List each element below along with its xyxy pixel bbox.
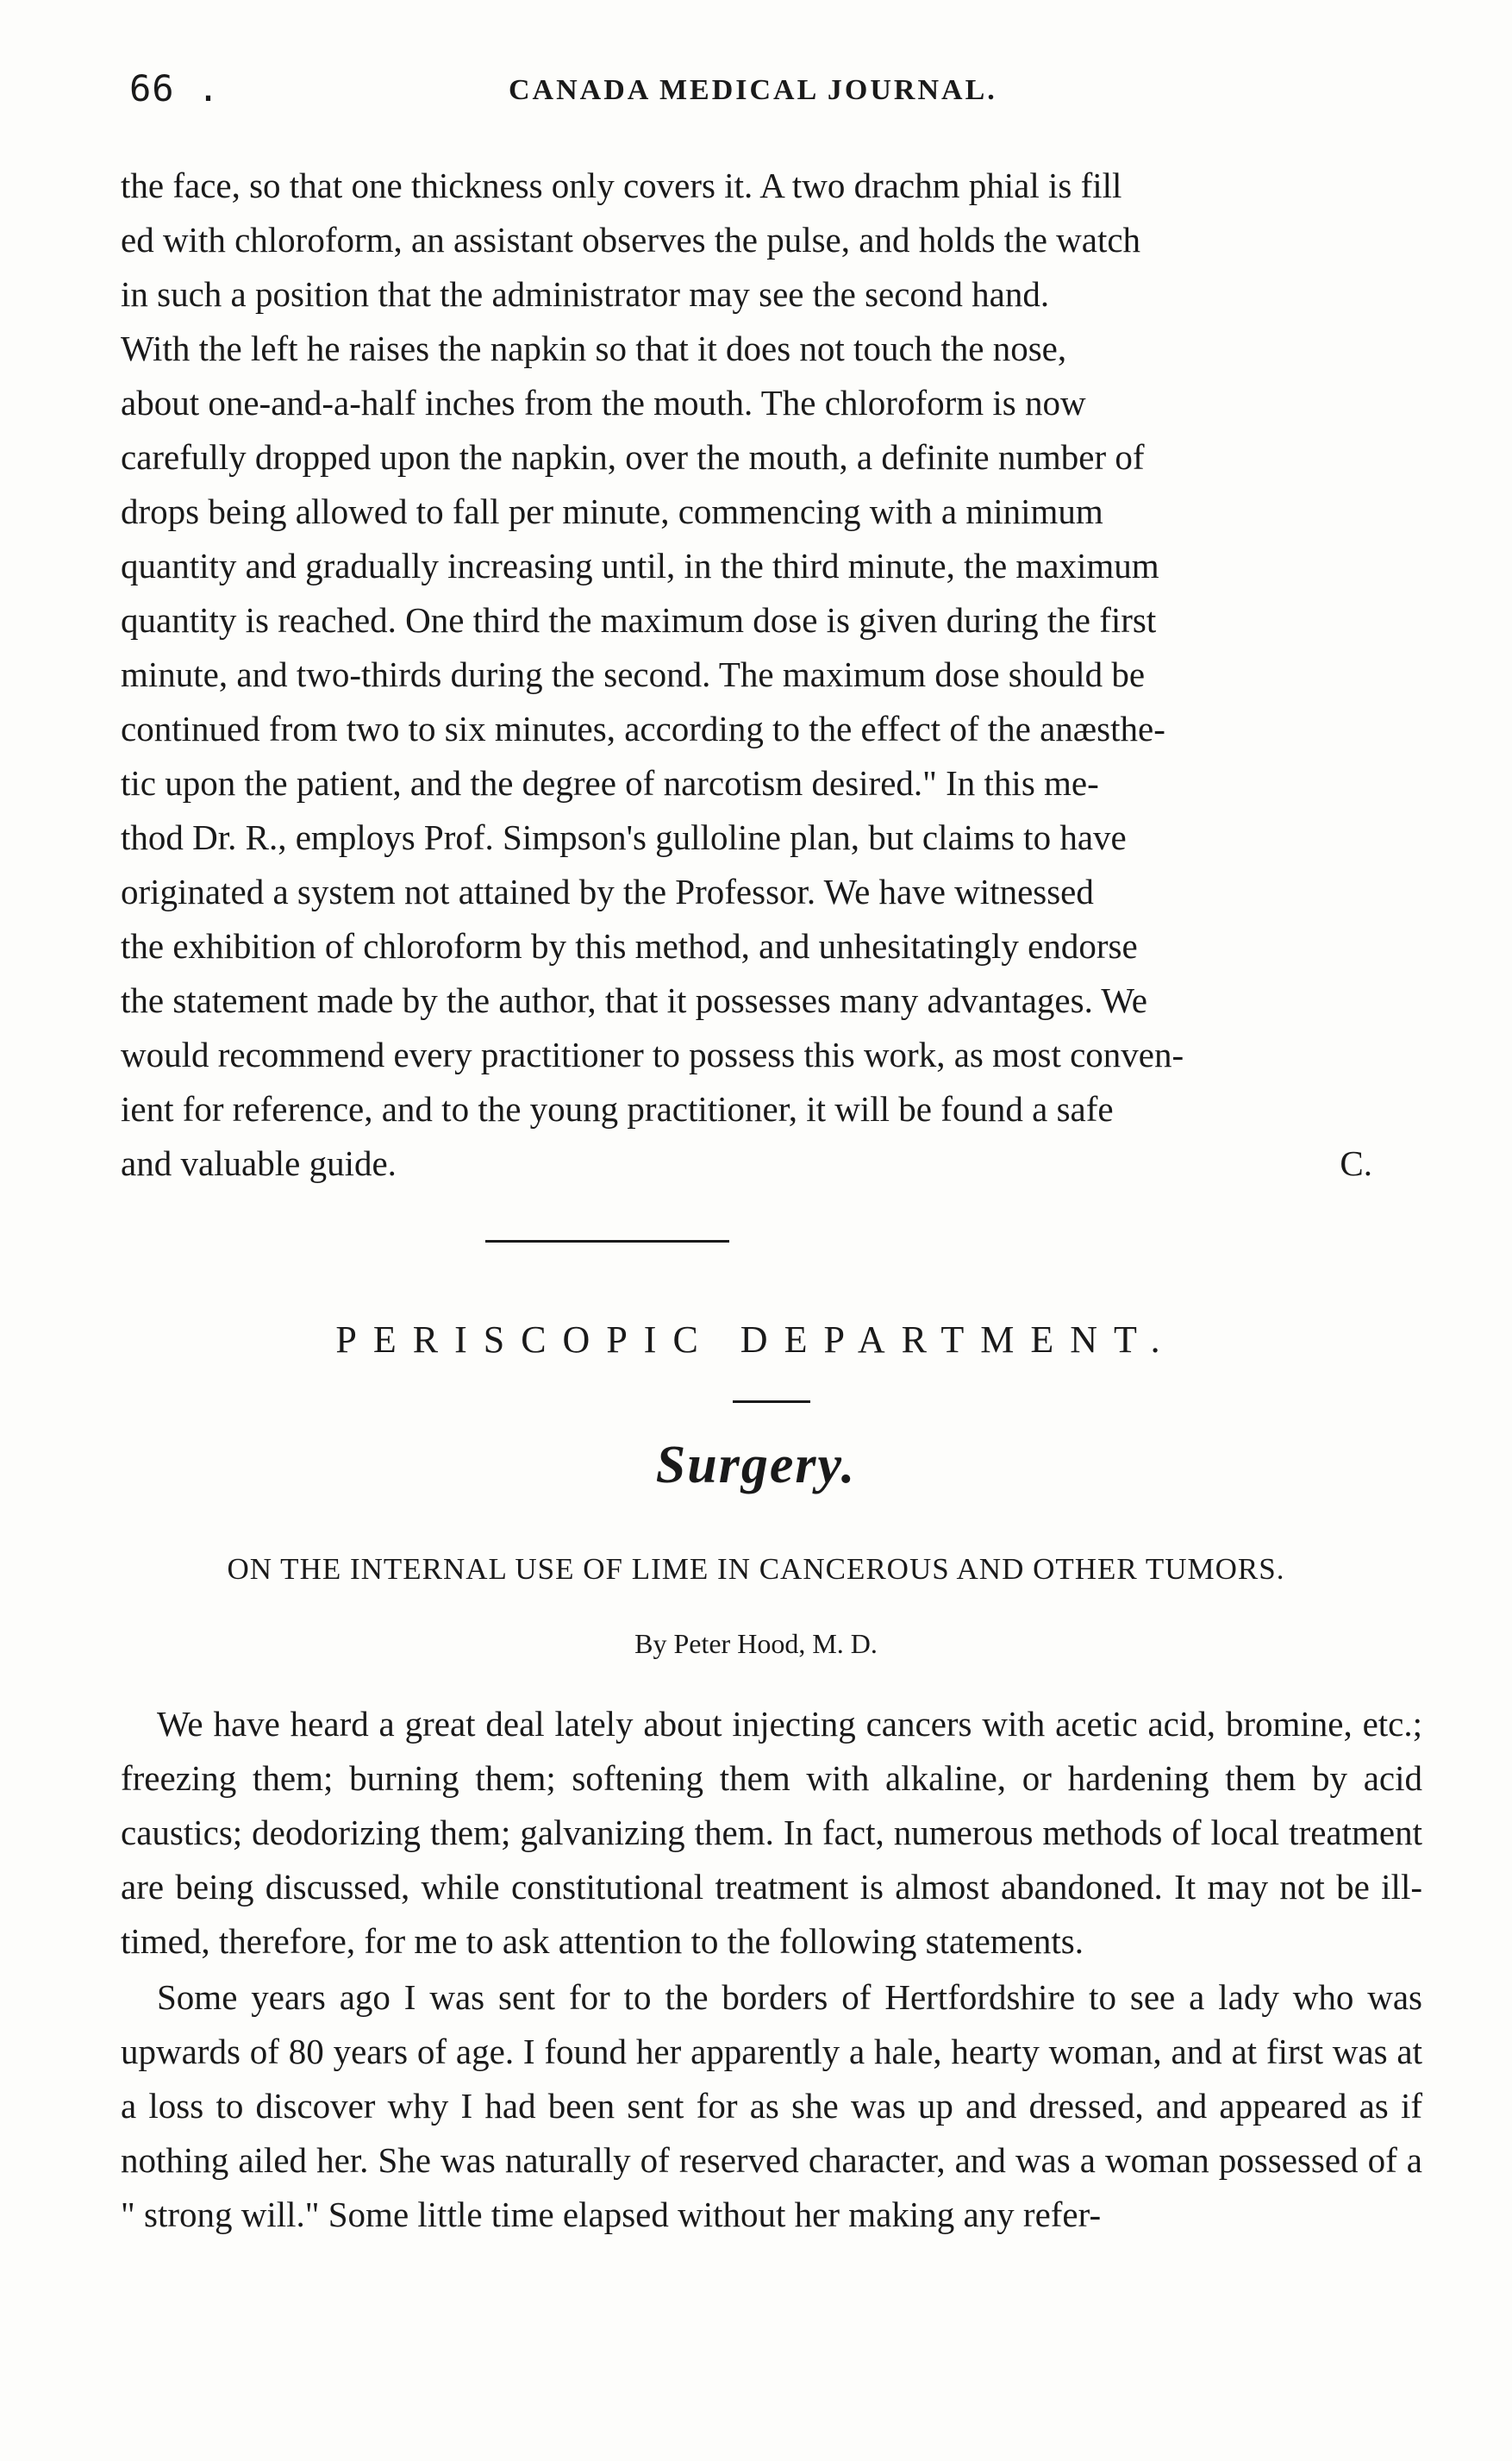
review-line: the statement made by the author, that it possesses many advantages. We [121,980,1147,1020]
running-title: CANADA MEDICAL JOURNAL. [509,74,997,106]
review-line: in such a position that the administrator may see the second hand. [121,274,1050,314]
review-line: quantity and gradually increasing until, in the third minute, the maximum [121,546,1159,586]
review-line: minute, and two-thirds during the second. The maximum dose should be [121,654,1146,694]
review-paragraph [121,159,1422,1191]
review-line: drops being allowed to fall per minute, commencing with a minimum [121,492,1103,531]
review-line: continued from two to six minutes, according to the effect of the anæsthe- [121,709,1165,748]
review-signature: C. [1340,1143,1372,1183]
review-line: about one-and-a-half inches from the mouth. The chloroform is now [121,383,1086,423]
review-line: originated a system not attained by the Professor. We have witnessed [121,872,1094,911]
review-line: the face, so that one thickness only covers it. A two drachm phial is fill [121,166,1122,205]
article-paragraph: Some years ago I was sent for to the borders of Hertfordshire to see a lady who was upwards of 80 years of age. I found her apparently a hale, hearty woman, and at first was at a loss to discover why I had been sent for as she was up and dressed, and appeared as if nothing ailed her. She was naturally of reserved character, and was a woman possessed of a " strong will." Some little time elapsed without her making any refer- [121,1977,1422,2234]
article-paragraph: We have heard a great deal lately about injecting cancers with acetic acid, bromine, etc.; freezing them; burning them; softening them with alkaline, or hardening them by acid caustics; deodorizing them; galvanizing them. In fact, numerous methods of local treatment are being discussed, while constitutional treatment is almost abandoned. It may not be ill-timed, therefore, for me to ask attention to the following statements. [121,1704,1422,1961]
short-divider [733,1400,810,1403]
review-closing-line [121,1137,1422,1191]
review-line: tic upon the patient, and the degree of narcotism desired." In this me- [121,763,1099,803]
review-line: thod Dr. R., employs Prof. Simpson's gulloline plan, but claims to have [121,817,1127,857]
department-title: PERISCOPIC DEPARTMENT. [335,1318,1177,1361]
section-title: Surgery. [655,1436,857,1494]
section-divider [485,1240,729,1243]
article-byline: By Peter Hood, M. D. [634,1628,878,1659]
review-line: With the left he raises the napkin so that it does not touch the nose, [121,329,1067,368]
article-title: ON THE INTERNAL USE OF LIME IN CANCEROUS AND OTHER TUMORS. [227,1552,1285,1586]
page-number: 66 . [129,67,221,110]
review-text [121,159,1422,1191]
review-line: would recommend every practitioner to possess this work, as most conven- [121,1035,1184,1074]
review-line: quantity is reached. One third the maximum dose is given during the first [121,600,1157,640]
review-line: ed with chloroform, an assistant observes the pulse, and holds the watch [121,220,1141,260]
review-last-line: and valuable guide. [121,1143,397,1183]
review-line: the exhibition of chloroform by this method, and unhesitatingly endorse [121,926,1138,966]
review-line: carefully dropped upon the napkin, over the mouth, a definite number of [121,437,1145,477]
review-line: ient for reference, and to the young practitioner, it will be found a safe [121,1089,1114,1129]
page-header [129,67,1422,119]
article-body [121,1697,1422,2242]
